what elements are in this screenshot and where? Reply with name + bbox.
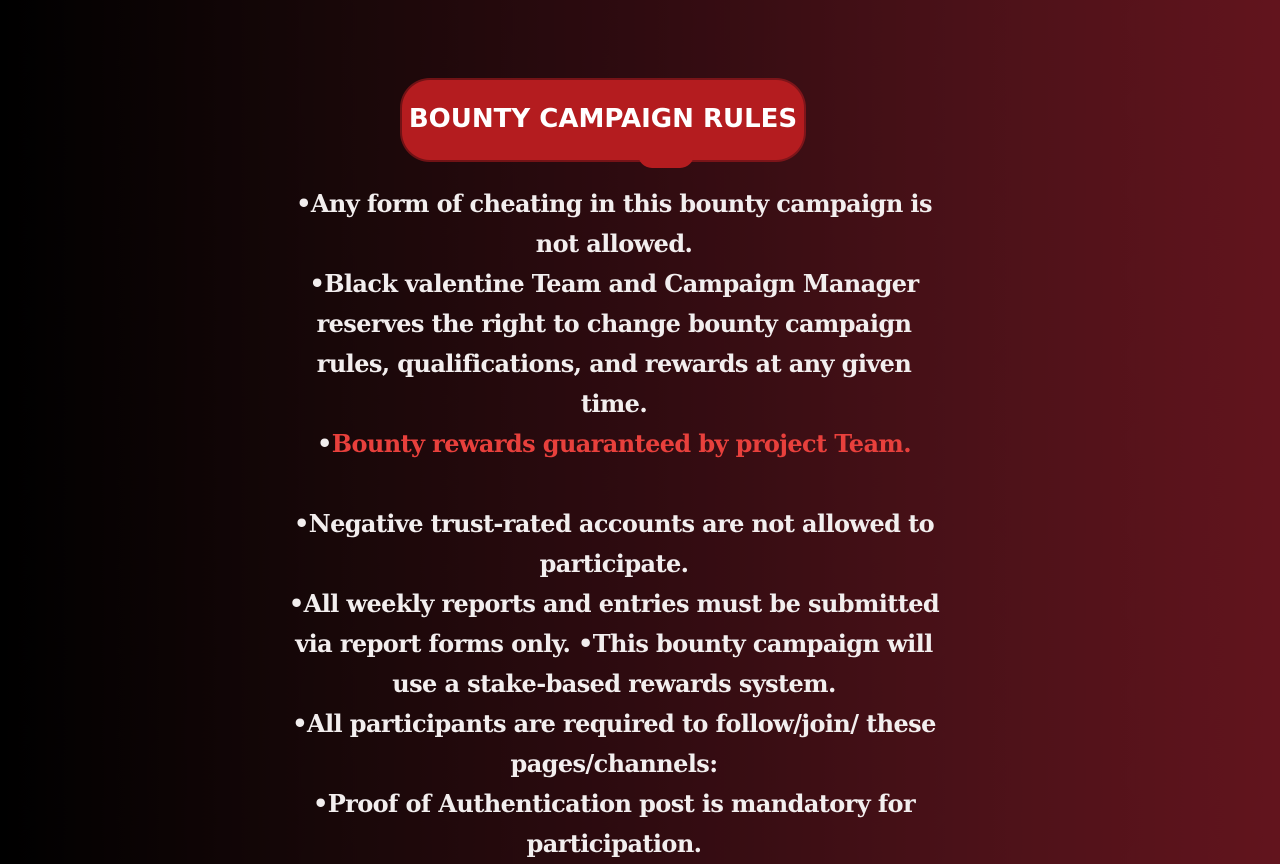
rule-report-forms: •All weekly reports and entries must be submitted via report forms only. •This bounty campaign will use a stake-based rewards system. (288, 589, 940, 698)
bullet-mark: • (317, 429, 332, 458)
rule-guarantee (286, 424, 942, 464)
page-title: BOUNTY CAMPAIGN RULES (408, 104, 798, 134)
rule-rights-reserved: •Black valentine Team and Campaign Manager reserves the right to change bounty campaign rules, qualifications, and rewards at any given time. (309, 269, 919, 418)
rule-no-cheating: •Any form of cheating in this bounty campaign is not allowed. (296, 189, 932, 258)
title-badge (402, 80, 804, 160)
rules-list (286, 184, 942, 864)
rule-negative-trust: •Negative trust-rated accounts are not allowed to participate. (294, 509, 934, 578)
spacer (286, 464, 942, 504)
rule-follow-channels: •All participants are required to follow/join/ these pages/channels: (292, 709, 936, 778)
rule-guarantee-highlight: Bounty rewards guaranteed by project Team. (331, 429, 911, 458)
rule-proof-of-auth: •Proof of Authentication post is mandatory for participation. (313, 789, 915, 858)
